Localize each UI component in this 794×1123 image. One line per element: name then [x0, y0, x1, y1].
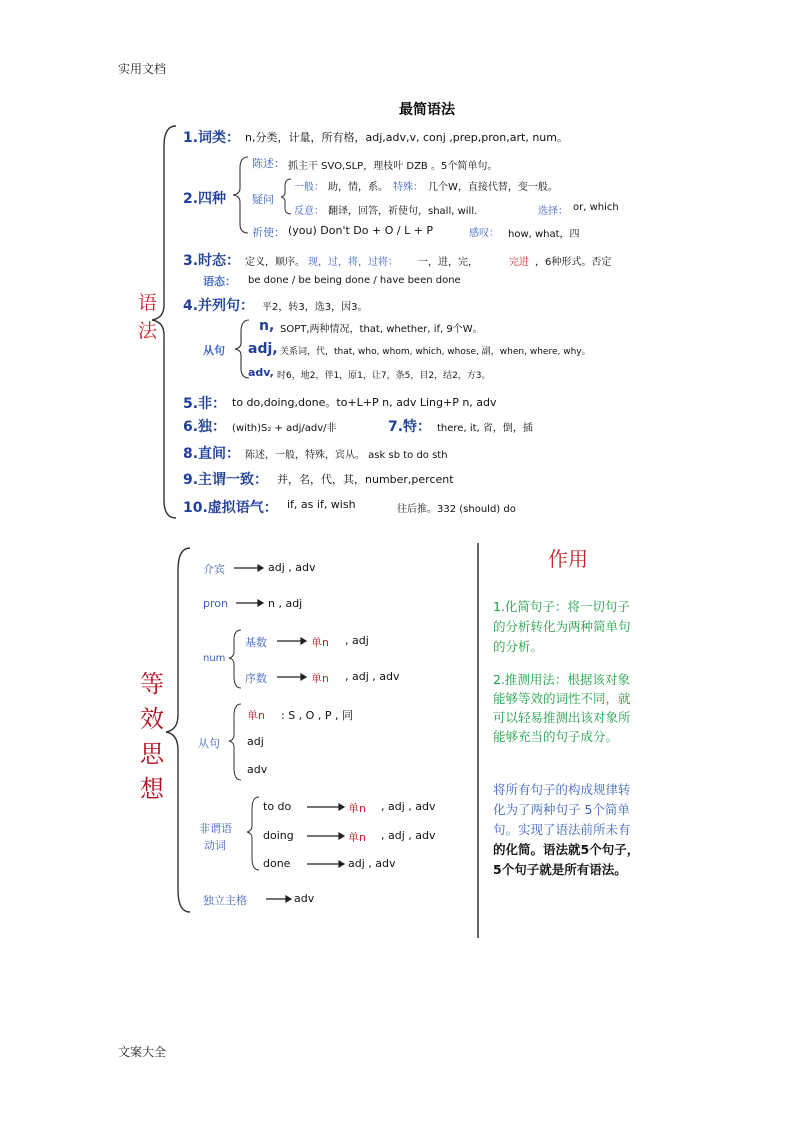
jiebin-label: 介宾 — [203, 563, 225, 576]
congju-n-label: n, — [259, 318, 275, 334]
chenshu-text: 抓主干 SVO,SLP，理枝叶 DZB 。5个简单句。 — [288, 161, 498, 172]
xuanze-text: or, which — [573, 202, 619, 213]
side-label-si: 思 — [140, 740, 164, 768]
zuoyong-p3-line: 化为了两种句子 5个简单 — [493, 802, 630, 817]
page-title: 最简语法 — [399, 102, 455, 118]
item3-tenses: 现，过，将，过将： — [308, 257, 398, 268]
item10-label: 10.虚拟语气： — [183, 500, 278, 516]
zuoyong-p2 — [493, 670, 631, 746]
item10-text: if, as if, wish — [287, 498, 356, 511]
item6-text: (with)S₂ + adj/adv/非 — [232, 423, 337, 434]
congju-n-text: SOPT,两种情况，that, whether, if, 9个W。 — [280, 324, 483, 335]
zuoyong-p2-line: 可以轻易推测出该对象所 — [493, 710, 631, 725]
side-label-deng: 等 — [140, 670, 164, 698]
item7-text: there, it, 省，倒，插 — [437, 423, 533, 434]
congju2-label: 从句 — [198, 737, 220, 750]
zuoyong-p1-line: 的分析。 — [493, 639, 544, 654]
xuanze-label: 选择： — [538, 206, 568, 217]
congju2-a: 单n — [247, 709, 265, 722]
congju-label: 从句 — [203, 344, 225, 357]
xushu-dan: 单n — [311, 672, 329, 685]
duli-target: adv — [294, 892, 315, 905]
side-label-fa: 法 — [138, 320, 158, 342]
congju-adv-label: adv, — [248, 366, 274, 379]
item9-text: 并，名，代，其，number,percent — [277, 473, 454, 486]
item9-label: 9.主谓一致： — [183, 472, 269, 488]
zuoyong-p1 — [493, 597, 631, 657]
item5-text: to do,doing,done。to+L+P n, adv Ling+P n, adv — [232, 396, 497, 409]
todo-label: to do — [263, 800, 292, 813]
item5-label: 5.非： — [183, 396, 227, 412]
jishu-label: 基数 — [245, 636, 267, 649]
todo-rest: , adj , adv — [381, 800, 436, 813]
zuoyong-p3-line: 5个句子就是所有语法。 — [493, 862, 627, 877]
zuoyong-p3-line: 的化简。语法就5个句子， — [493, 842, 640, 857]
zuoyong-p2-line: 2.推测用法：根据该对象 — [493, 672, 630, 687]
item1-label: 1.词类： — [183, 130, 241, 146]
item3-wanjin: 完进 — [509, 257, 529, 268]
jiebin-target: adj , adv — [268, 561, 316, 574]
congju2-c: adv — [247, 763, 268, 776]
teshu-text: 几个W，直接代替，变一般。 — [428, 182, 558, 193]
doing-dan: 单n — [348, 831, 366, 844]
item3-text2: 一，进，完， — [418, 257, 478, 268]
side-label-xiao: 效 — [140, 705, 164, 733]
done-label: done — [263, 857, 291, 870]
jishu-dan: 单n — [311, 636, 329, 649]
item3-text1: 定义，顺序。 — [245, 257, 305, 268]
fanyi-text: 翻译，回答，祈使句，shall, will. — [328, 206, 478, 217]
item2-label: 2.四种 — [183, 191, 227, 207]
duli-label: 独立主格 — [203, 894, 247, 907]
zuoyong-p3-line: 句。实现了语法前所未有 — [493, 822, 631, 837]
zuoyong-p3-line: 将所有句子的构成规律转 — [493, 782, 631, 797]
item3-text3: ，6种形式。否定 — [535, 257, 612, 268]
jishu-rest: , adj — [345, 634, 369, 647]
doing-label: doing — [263, 829, 294, 842]
congju-adj-label: adj, — [248, 341, 278, 357]
item10-text2: 往后推。332 (should) do — [397, 504, 516, 515]
side-label-xiang: 想 — [140, 775, 164, 803]
page-footer: 文案大全 — [118, 1045, 167, 1059]
pron-label: pron — [203, 597, 228, 610]
zuoyong-p2-line: 能够充当的句子成分。 — [493, 729, 619, 744]
zuoyong-title: 作用 — [548, 547, 588, 571]
item8-label: 8.直间： — [183, 446, 241, 462]
gantan-label: 感叹： — [469, 228, 499, 239]
yiban-label: 一般： — [294, 182, 324, 193]
congju2-b: adj — [247, 735, 264, 748]
xushu-label: 序数 — [245, 672, 267, 685]
item3b-label: 语态： — [203, 275, 236, 288]
item7-label: 7.特： — [388, 419, 432, 435]
item4-label: 4.并列句： — [183, 298, 255, 314]
pron-target: n , adj — [268, 597, 303, 610]
gantan-text: how, what，四 — [508, 229, 580, 240]
todo-dan: 单n — [348, 802, 366, 815]
zuoyong-p3 — [493, 780, 639, 880]
congju-adv-text: 时6，地2，伴1，原1，让7，条5，目2，结2，方3。 — [277, 371, 491, 381]
feiwei-label2: 动词 — [204, 839, 226, 852]
qishi-text: (you) Don't Do + O / L + P — [288, 224, 434, 237]
yiwen-label: 疑问 — [252, 193, 274, 206]
num-label: num — [203, 653, 226, 664]
yiban-text: 助，情，系。 — [328, 182, 388, 193]
feiwei-label1: 非谓语 — [199, 822, 232, 835]
done-rest: adj , adv — [348, 857, 396, 870]
fanyi-label: 反意： — [294, 206, 324, 217]
zuoyong-p1-line: 的分析转化为两种简单句 — [493, 619, 631, 634]
item4-text: 平2，转3，选3，因3。 — [262, 302, 368, 313]
congju-adj-text: 关系词，代，that, who, whom, which, whose, 副，when, where, why。 — [280, 347, 591, 357]
zuoyong-p2-line: 能够等效的词性不同，就 — [493, 691, 631, 706]
congju2-a-rest: : S , O , P , 同 — [281, 709, 353, 722]
qishi-label: 祈使： — [252, 226, 285, 239]
item3-label: 3.时态： — [183, 253, 241, 269]
doing-rest: , adj , adv — [381, 829, 436, 842]
item1-text: n,分类，计量，所有格，adj,adv,v, conj ,prep,pron,art, num。 — [245, 131, 568, 144]
item6-label: 6.独： — [183, 419, 227, 435]
item3b-text: be done / be being done / have been done — [248, 275, 461, 286]
zuoyong-p1-line: 1.化简句子：将一切句子 — [493, 599, 630, 614]
xushu-rest: , adj , adv — [345, 670, 400, 683]
teshu-label: 特殊： — [393, 182, 423, 193]
page-header: 实用文档 — [118, 62, 167, 76]
chenshu-label: 陈述： — [252, 157, 285, 170]
item8-text: 陈述，一般，特殊，宾从。 ask sb to do sth — [245, 450, 448, 461]
side-label-yu: 语 — [138, 292, 158, 314]
